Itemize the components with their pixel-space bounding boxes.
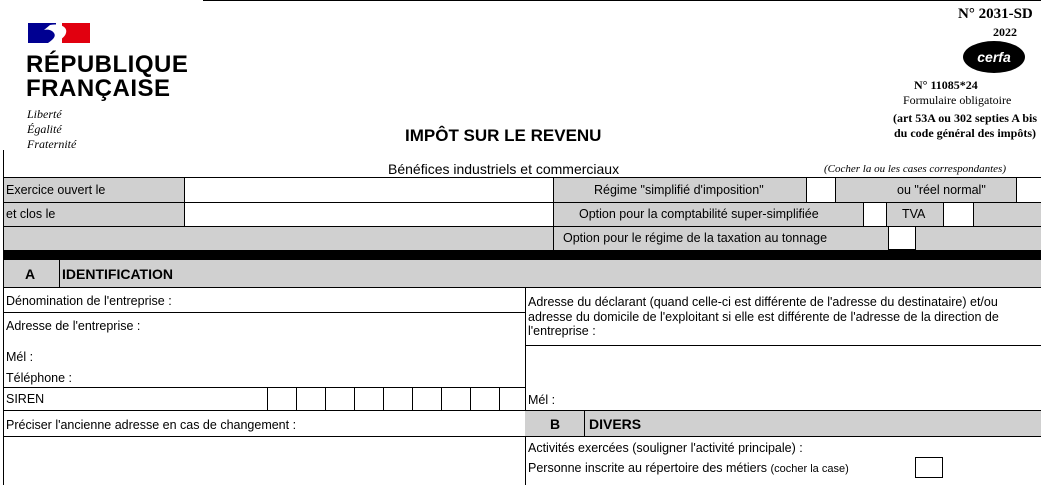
heavy-rule [3, 250, 1041, 260]
republic-name [26, 53, 188, 101]
mel-label: Mél : [6, 350, 34, 364]
form-subtitle: Bénéfices industriels et commerciaux [388, 161, 620, 177]
motto-liberte: Liberté [27, 107, 62, 121]
cerfa-number: N° 11085*24 [914, 78, 978, 92]
article-reference: (art 53A ou 302 septies A bis du code général des impôts) [892, 111, 1037, 140]
section-b-letter: B [550, 416, 561, 432]
ancienne-adresse-label: Préciser l'ancienne adresse en cas de changement : [6, 418, 297, 432]
repertoire-note: (cocher la case) [770, 463, 849, 475]
tonnage-checkbox[interactable] [888, 226, 916, 250]
reel-normal-label: ou "réel normal" [897, 183, 986, 197]
siren-input[interactable] [267, 387, 525, 410]
repertoire-checkbox[interactable] [915, 457, 943, 478]
exercice-label: Exercice ouvert le [6, 183, 106, 197]
super-simplifiee-label: Option pour la comptabilité super-simplifiée [579, 207, 819, 221]
mel-right-label: Mél : [528, 393, 556, 407]
mandatory-label: Formulaire obligatoire [903, 93, 1012, 107]
section-b-title: DIVERS [589, 416, 642, 432]
tva-checkbox[interactable] [943, 202, 974, 227]
form-number: N° 2031-SD [958, 6, 1033, 22]
marianne-logo-icon [26, 21, 92, 45]
denomination-label: Dénomination de l'entreprise : [6, 294, 172, 308]
section-a-title: IDENTIFICATION [62, 266, 173, 282]
check-note: (Cocher la ou les cases correspondantes) [824, 163, 1006, 175]
motto-fraternite: Fraternité [27, 137, 77, 151]
regime-simplifie-checkbox[interactable] [806, 177, 836, 203]
tonnage-label: Option pour le régime de la taxation au tonnage [563, 231, 828, 245]
siren-label: SIREN [6, 392, 45, 406]
form-year: 2022 [993, 25, 1017, 39]
cerfa-text: cerfa [977, 49, 1011, 65]
section-a-letter: A [25, 266, 36, 282]
clos-date-input[interactable] [184, 202, 554, 227]
adresse-declarant-label: Adresse du déclarant (quand celle-ci est différente de l'adresse du destinataire) et/ou adresse du domicile de l'exploitant si elle est différente de l'adresse de la direction de l'entreprise : [528, 295, 999, 338]
motto [27, 107, 76, 152]
form-title: IMPÔT SUR LE REVENU [405, 126, 602, 145]
cerfa-logo [963, 41, 1025, 73]
repertoire-text: Personne inscrite au répertoire des métiers [528, 461, 768, 475]
tva-label: TVA [902, 207, 926, 221]
regime-simplifie-label: Régime "simplifié d'imposition" [594, 183, 764, 197]
reel-normal-checkbox[interactable] [1016, 177, 1041, 203]
telephone-label: Téléphone : [6, 371, 73, 385]
motto-egalite: Égalité [27, 122, 62, 136]
clos-label: et clos le [6, 207, 56, 221]
activites-label: Activités exercées (souligner l'activité principale) : [528, 441, 803, 455]
repertoire-label [528, 461, 849, 476]
exercice-date-input[interactable] [184, 177, 554, 203]
adresse-label: Adresse de l'entreprise : [6, 319, 141, 333]
super-simplifiee-checkbox[interactable] [863, 202, 887, 227]
republic-line-2: FRANÇAISE [26, 75, 171, 102]
republic-line-1: RÉPUBLIQUE [26, 51, 189, 78]
